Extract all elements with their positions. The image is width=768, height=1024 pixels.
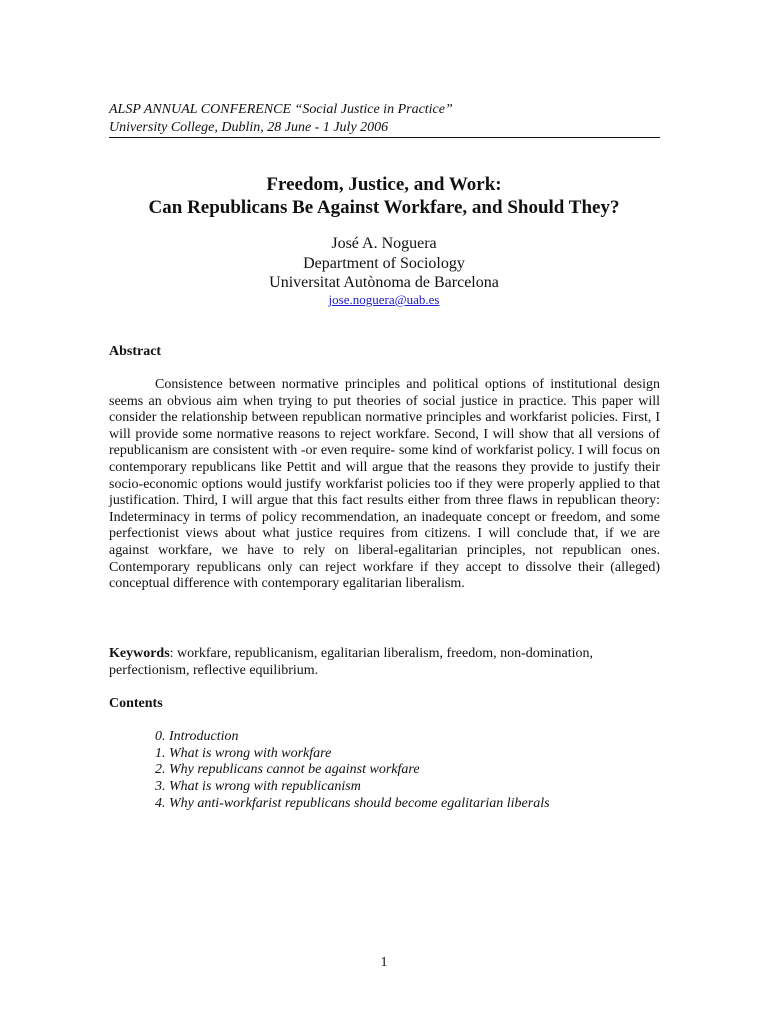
- contents-item: 2. Why republicans cannot be against workfare: [155, 762, 420, 778]
- abstract-heading: Abstract: [109, 344, 162, 359]
- conference-title: ALSP ANNUAL CONFERENCE “Social Justice in Practice”: [109, 102, 453, 117]
- paper-title-line-2: Can Republicans Be Against Workfare, and Should They?: [148, 197, 620, 218]
- contents-item: 3. What is wrong with republicanism: [155, 779, 361, 795]
- abstract-body: Consistence between normative principles and political options of institutional design seems an obvious aim when trying to put theories of social justice in practice. This paper will consider the relationship between republican normative principles and workfarist policies. First, I will provide some normative reasons to reject workfare. Second, I will show that all versions of republicanism are consistent with -or even require- some kind of workfarist policy. I will focus on contemporary republicans like Pettit and will argue that the reasons they provide to justify their socio-economic options would justify workfarist policies too if they were properly applied to that justification. Third, I will argue that this fact results either from three flaws in republican theory: Indeterminacy in terms of policy recommendation, an inadequate concept or freedom, and some perfectionist views about what justice requires from citizens. I will conclude that, if we are against workfare, we have to rely on liberal-egalitarian principles, not republican ones. Contemporary republicans only can reject workfare if they accept to dissolve their (alleged) conceptual difference with contemporary egalitarian liberalism.: [109, 377, 660, 592]
- contents-item: 4. Why anti-workfarist republicans should become egalitarian liberals: [155, 795, 550, 811]
- author-department: Department of Sociology: [303, 254, 465, 272]
- contents-heading: Contents: [109, 696, 163, 711]
- contents-list: [155, 729, 660, 813]
- header-divider: [109, 137, 660, 138]
- contents-item: 0. Introduction: [155, 729, 239, 744]
- paper-title: [80, 173, 688, 219]
- keywords-paragraph: [109, 645, 660, 679]
- author-university: Universitat Autònoma de Barcelona: [269, 274, 499, 291]
- keywords-text: : workfare, republicanism, egalitarian liberalism, freedom, non-domination, perfectionism, reflective equilibrium.: [109, 646, 594, 678]
- conference-header: [109, 101, 660, 137]
- contents-item: 1. What is wrong with workfare: [155, 745, 332, 761]
- author-email-link[interactable]: jose.noguera@uab.es: [328, 292, 440, 307]
- keywords-label: Keywords: [109, 646, 170, 661]
- page-number: 1: [380, 955, 388, 970]
- author-name: José A. Noguera: [331, 235, 437, 252]
- conference-venue-date: University College, Dublin, 28 June - 1 July 2006: [109, 120, 389, 135]
- paper-title-line-1: Freedom, Justice, and Work:: [266, 174, 502, 195]
- author-block: [150, 234, 618, 293]
